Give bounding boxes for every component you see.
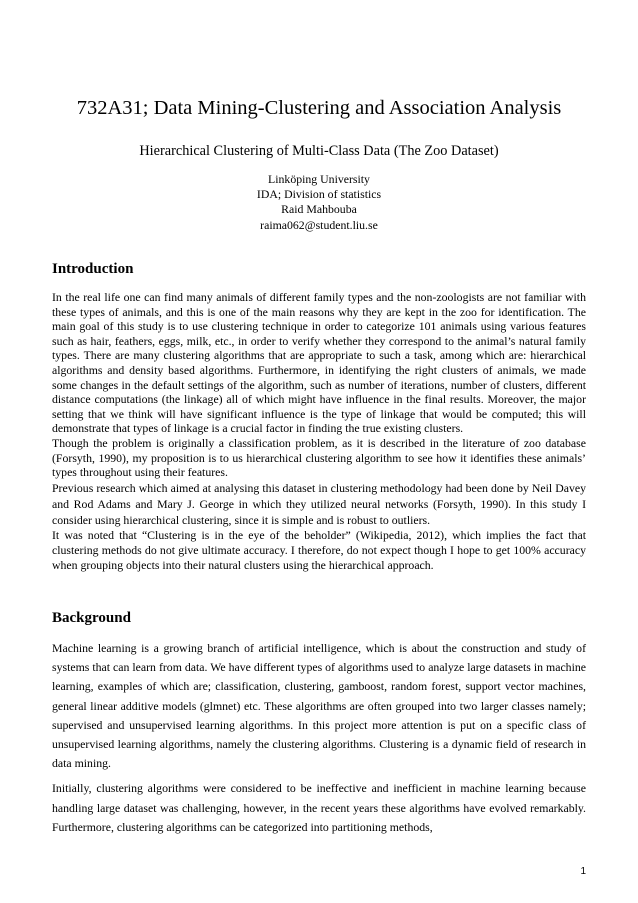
introduction-paragraph: In the real life one can find many animals of different family types and the non-zoologists are not familiar with these types of animals, and this is one of the main reasons why they are kept in the zoo for identification. The main goal of this study is to use clustering technique in order to categorize 101 animals using various features such as hair, feathers, eggs, milk, etc., in order to verify whether they correspond to the animal’s natural family types. There are many clustering algorithms that are appropriate to such a task, among which are: hierarchical algorithms and density based algorithms. Furthermore, in identifying the right clusters of animals, we made some changes in the default settings of the algorithm, such as number of iterations, number of clusters, different distance computations (the linkage) all of which might have influence in the final results. Moreover, the major setting that we think will have significant influence is the type of linkage that would be computed; this will demonstrate that types of linkage is a crucial factor in finding the true existing clusters. <box>52 290 586 436</box>
document-subtitle: Hierarchical Clustering of Multi-Class Data (The Zoo Dataset) <box>139 143 499 159</box>
background-paragraph: Machine learning is a growing branch of artificial intelligence, which is about the construction and study of systems that can learn from data. We have different types of algorithms used to analyze large datasets in machine learning, examples of which are; classification, clustering, gamboost, random forest, support vector machines, general linear additive models (glmnet) etc. These algorithms are often grouped into two larger classes namely; supervised and unsupervised learning algorithms. In this project more attention is put on a specific class of unsupervised learning algorithms, namely the clustering algorithms. Clustering is a dynamic field of research in data mining. <box>52 641 586 771</box>
background-heading: Background <box>52 610 131 626</box>
introduction-paragraph: Though the problem is originally a classification problem, as it is described in the literature of zoo database (Forsyth, 1990), my proposition is to us hierarchical clustering algorithm to see how it identifies these animals’ types throughout using their features. <box>52 435 586 480</box>
author-department: IDA; Division of statistics <box>256 187 382 202</box>
introduction-paragraph: Previous research which aimed at analysing this dataset in clustering methodology had been done by Neil Davey and Rod Adams and Mary J. George in which they utilized neural networks (Forsyth, 1990). In this study I consider using hierarchical clustering, since it is simple and is robust to outliers. <box>52 480 586 528</box>
author-name: Raid Mahbouba <box>281 202 357 217</box>
introduction-body <box>52 290 586 572</box>
page-number: 1 <box>580 866 586 877</box>
introduction-heading: Introduction <box>52 261 134 277</box>
author-email: raima062@student.liu.se <box>260 217 378 232</box>
author-institution: Linköping University <box>268 172 370 186</box>
author-block <box>0 172 638 233</box>
background-body <box>52 639 586 843</box>
document-title: 732A31; Data Mining-Clustering and Association Analysis <box>76 97 562 119</box>
background-paragraph: Initially, clustering algorithms were considered to be ineffective and inefficient in machine learning because handling large dataset was challenging, however, in the recent years these algorithms have evolved remarkably. Furthermore, clustering algorithms can be categorized into partitioning methods, <box>52 781 586 834</box>
introduction-paragraph: It was noted that “Clustering is in the eye of the beholder” (Wikipedia, 2012), which implies the fact that clustering methods do not give ultimate accuracy. I therefore, do not expect though I hope to get 100% accuracy when grouping objects into their natural clusters using the hierarchical approach. <box>52 528 586 572</box>
